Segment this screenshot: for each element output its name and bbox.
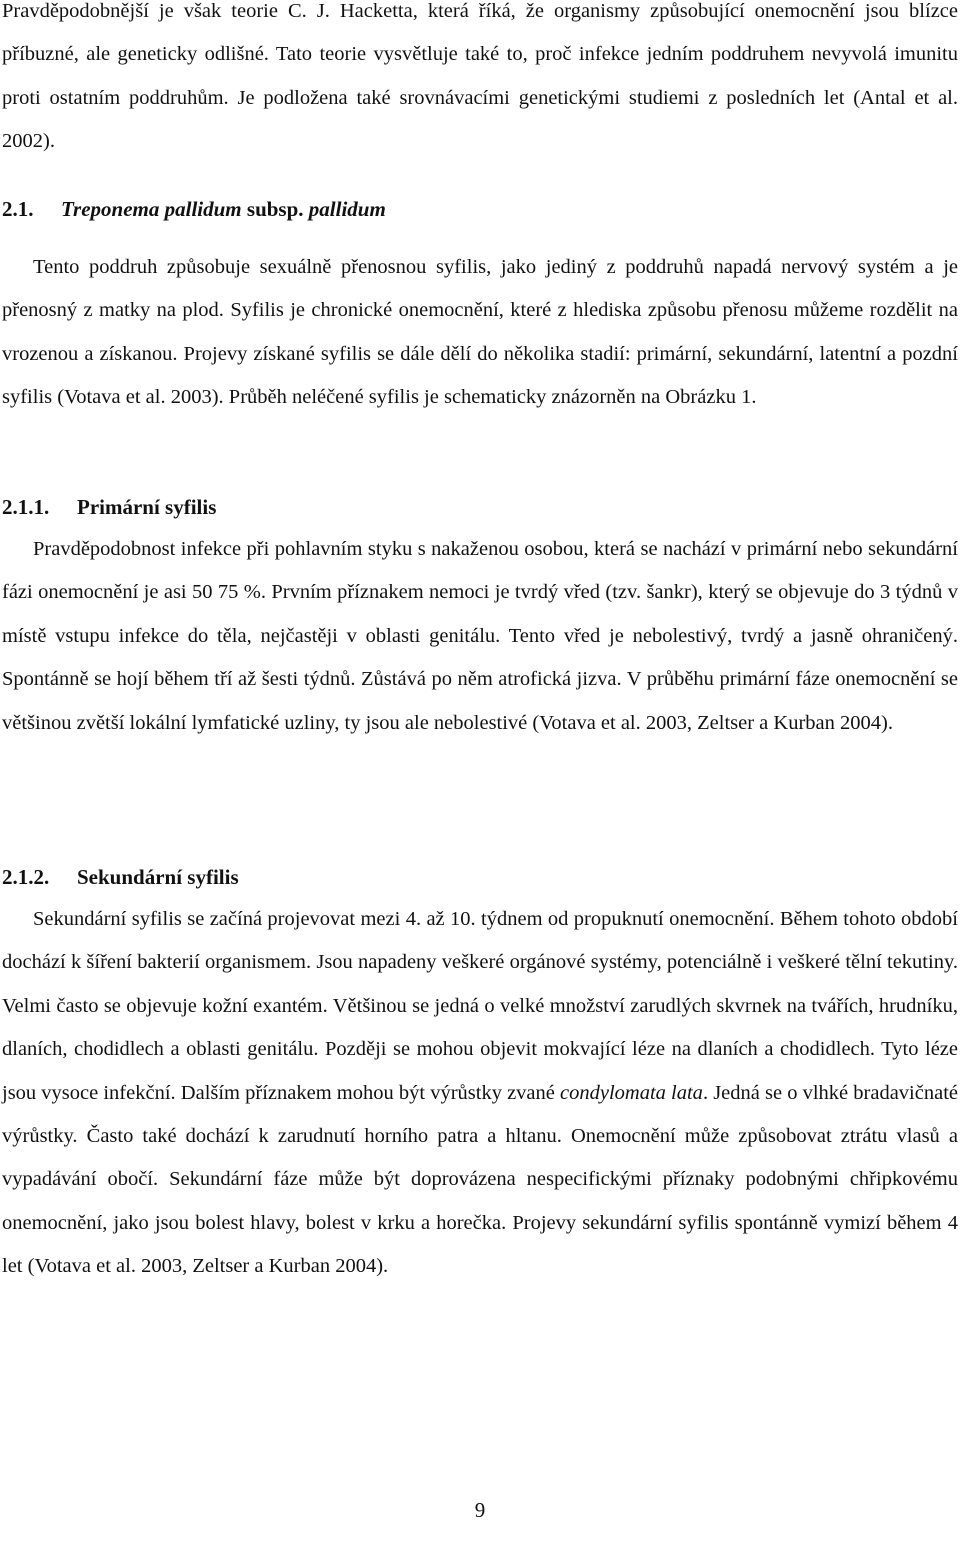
title-italic: pallidum [308,197,386,221]
section-2-1-2-paragraph [2,898,958,1289]
section-2-1-1-heading [2,493,216,521]
section-title: Primární syfilis [77,495,217,519]
section-title: Sekundární syfilis [77,865,239,889]
paragraph-text: Sekundární syfilis se začíná projevovat mezi 4. až 10. týdnem od propuknutí onemocnění. Během tohoto období dochází k šíření bakterií organismem. Jsou napadeny veškeré orgánové systémy, potenciálně i veškeré tělní tekutiny. Velmi často se objevuje kožní exantém. Většinou se jedná o velké množství zarudlých skvrnek na tvářích, hrudníku, dlaních, chodidlech a oblasti genitálu. Později se mohou objevit mokvající léze na dlaních a chodidlech. Tyto léze jsou vysoce infekční. Dalším příznakem mohou být výrůstky zvané [2,908,958,1104]
section-number: 2.1. [2,197,34,221]
section-2-1-2-heading [2,863,239,891]
intro-paragraph: Pravděpodobnější je však teorie C. J. Hacketta, která říká, že organismy způsobující onemocnění jsou blízce příbuzné, ale geneticky odlišné. Tato teorie vysvětluje také to, proč infekce jedním poddruhem nevyvolá imunitu proti ostatním poddruhům. Je podložena také srovnávacími genetickými studiemi z posledních let (Antal et al. 2002). [2,0,958,153]
section-2-1-heading [2,195,386,223]
page-number: 9 [474,1498,486,1522]
section-number: 2.1.1. [2,495,50,519]
latin-term: condylomata lata [560,1081,703,1104]
title-italic: Treponema pallidum [61,197,242,221]
paragraph-text: . Jedná se o vlhké bradavičnaté výrůstky. Často také dochází k zarudnutí horního patra a hltanu. Onemocnění může způsobovat ztrátu vlasů a vypadávání obočí. Sekundární fáze může být doprovázena nespecifickými příznaky podobnými chřipkovému onemocnění, jako jsou bolest hlavy, bolest v krku a horečka. Projevy sekundární syfilis spontánně vymizí během 4 let (Votava et al. 2003, Zeltser a Kurban 2004). [2,1081,958,1278]
section-2-1-1-paragraph: Pravděpodobnost infekce při pohlavním styku s nakaženou osobou, která se nachází v primární nebo sekundární fázi onemocnění je asi 50 75 %. Prvním příznakem nemoci je tvrdý vřed (tzv. šankr), který se objevuje do 3 týdnů v místě vstupu infekce do těla, nejčastěji v oblasti genitálu. Tento vřed je nebolestivý, tvrdý a jasně ohraničený. Spontánně se hojí během tří až šesti týdnů. Zůstává po něm atrofická jizva. V průběhu primární fáze onemocnění se většinou zvětší lokální lymfatické uzliny, ty jsou ale nebolestivé (Votava et al. 2003, Zeltser a Kurban 2004). [2,538,958,734]
section-number: 2.1.2. [2,865,50,889]
section-2-1-paragraph: Tento poddruh způsobuje sexuálně přenosnou syfilis, jako jediný z poddruhů napadá nervový systém a je přenosný z matky na plod. Syfilis je chronické onemocnění, které z hlediska způsobu přenosu můžeme rozdělit na vrozenou a získanou. Projevy získané syfilis se dále dělí do několika stadií: primární, sekundární, latentní a pozdní syfilis (Votava et al. 2003). Průběh neléčené syfilis je schematicky znázorněn na Obrázku 1. [2,256,958,409]
title-plain: subsp. [241,197,309,221]
